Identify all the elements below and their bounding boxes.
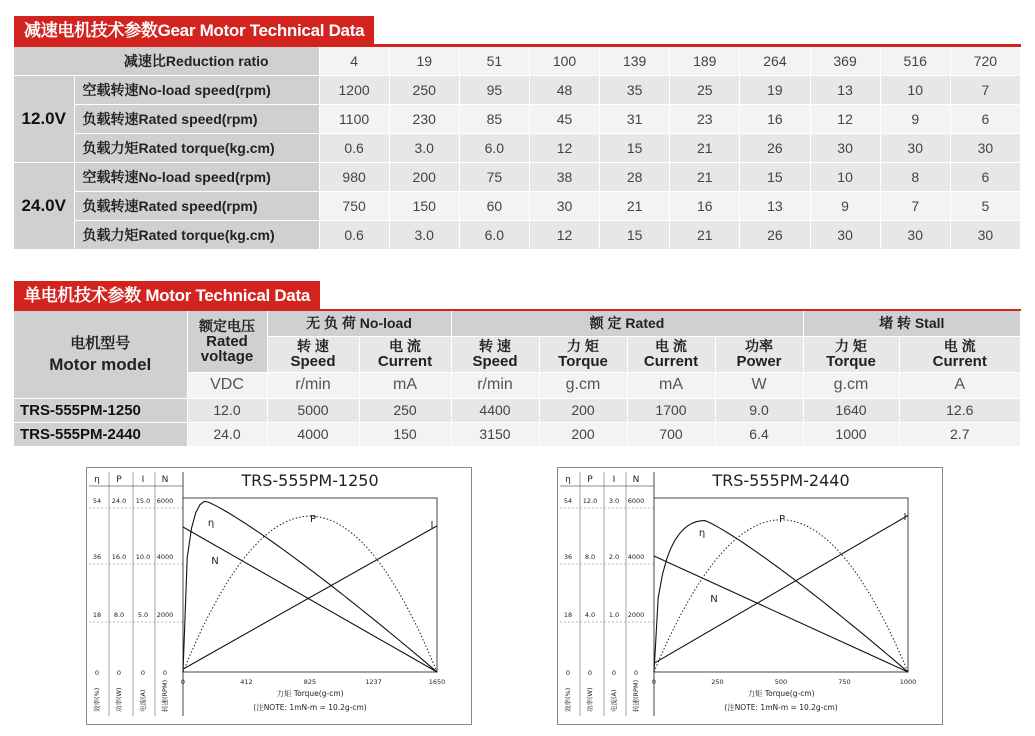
table-cell: 60 <box>459 192 529 221</box>
table-cell: 12 <box>529 221 599 250</box>
table-cell: 4400 <box>451 398 539 422</box>
table-cell: 30 <box>950 221 1020 250</box>
table-cell: 1000 <box>803 422 899 446</box>
table-cell: 19 <box>740 76 810 105</box>
table-cell: 230 <box>389 105 459 134</box>
unit-cell: r/min <box>267 372 359 398</box>
x-tick-label: 250 <box>711 678 724 686</box>
scale-value: 2000 <box>627 611 645 619</box>
gear-table <box>14 47 1021 250</box>
sub-header <box>627 336 715 372</box>
unit-cell: mA <box>359 372 451 398</box>
table-cell: 35 <box>600 76 670 105</box>
scale-value: 0 <box>565 669 571 677</box>
current-curve <box>654 515 908 663</box>
scale-value: 0 <box>94 669 100 677</box>
sub-header-en: Torque <box>826 353 876 370</box>
table-cell: 200 <box>389 163 459 192</box>
sub-header-en: Current <box>377 353 433 370</box>
row-label: 空载转速No-load speed(rpm) <box>74 76 319 105</box>
table-cell: 9 <box>810 192 880 221</box>
scale-value: 8.0 <box>113 611 125 619</box>
sub-header <box>715 336 803 372</box>
table-cell: 8 <box>880 163 950 192</box>
motor-header-row <box>14 311 1021 336</box>
table-cell: 6.0 <box>459 134 529 163</box>
gear-data-row <box>14 105 1021 134</box>
x-tick-label: 500 <box>774 678 788 686</box>
table-cell: 1200 <box>319 76 389 105</box>
table-cell: 200 <box>539 398 627 422</box>
sub-header-en: Speed <box>472 353 518 370</box>
speed-curve <box>654 556 908 672</box>
speed-curve-label: N <box>710 594 718 605</box>
table-cell: 150 <box>359 422 451 446</box>
current-curve-label: I <box>903 512 907 523</box>
scale-value: 18 <box>92 611 102 619</box>
scale-value: 0 <box>587 669 593 677</box>
scale-value: 4000 <box>627 553 645 561</box>
sub-header-en: Torque <box>558 353 608 370</box>
row-label: 负载转速Rated speed(rpm) <box>74 105 319 134</box>
current-curve <box>183 526 437 669</box>
table-cell: 38 <box>529 163 599 192</box>
sub-header-cn: 功率 <box>745 338 773 354</box>
ratio-cell: 4 <box>319 47 389 76</box>
sub-header <box>359 336 451 372</box>
current-curve-label: I <box>430 520 434 531</box>
sub-header-cn: 电 流 <box>389 338 421 354</box>
eff-curve-label: η <box>207 518 215 529</box>
table-cell: 12.6 <box>899 398 1021 422</box>
scale-value: 4.0 <box>584 611 596 619</box>
scale-value: 12.0 <box>582 497 598 505</box>
x-tick-label: 0 <box>651 678 657 686</box>
x-tick-label: 750 <box>838 678 851 686</box>
table-cell: 700 <box>627 422 715 446</box>
scale-value: 2.0 <box>608 553 620 561</box>
scale-value: 1.0 <box>608 611 620 619</box>
vertical-axis-label: 电流(A) <box>610 689 618 712</box>
sub-header-cn: 力 矩 <box>835 338 867 354</box>
scale-column-head: I <box>141 475 145 485</box>
noload-header: 无 负 荷 No-load <box>267 311 451 336</box>
ratio-row <box>14 47 1021 76</box>
scale-column-head: P <box>116 475 122 485</box>
performance-chart-2440 <box>557 467 943 725</box>
table-cell: 6 <box>950 105 1020 134</box>
performance-chart-1250 <box>86 467 472 725</box>
table-cell: 7 <box>950 76 1020 105</box>
table-cell: 23 <box>670 105 740 134</box>
table-cell: 95 <box>459 76 529 105</box>
scale-value: 0 <box>116 669 122 677</box>
table-cell: 0.6 <box>319 221 389 250</box>
table-cell: 30 <box>880 134 950 163</box>
vertical-axis-label: 电流(A) <box>139 689 147 712</box>
scale-column-head: P <box>587 475 593 485</box>
scale-value: 54 <box>563 497 573 505</box>
sub-header-cn: 电 流 <box>943 338 976 354</box>
row-label: 负载转速Rated speed(rpm) <box>74 192 319 221</box>
table-cell: 250 <box>359 398 451 422</box>
sub-header-en: Current <box>643 353 699 370</box>
vertical-axis-label: 功率(W) <box>115 687 123 712</box>
ratio-cell: 139 <box>600 47 670 76</box>
sub-header-cn: 转 速 <box>297 338 329 354</box>
table-cell: 15 <box>600 221 670 250</box>
table-cell: 980 <box>319 163 389 192</box>
scale-value: 5.0 <box>137 611 149 619</box>
scale-value: 10.0 <box>135 553 151 561</box>
x-tick-label: 0 <box>180 678 186 686</box>
scale-value: 54 <box>92 497 102 505</box>
power-curve-label: P <box>778 514 786 525</box>
scale-value: 8.0 <box>584 553 596 561</box>
rated-header: 额 定 Rated <box>451 311 803 336</box>
ratio-cell: 189 <box>670 47 740 76</box>
vertical-axis-label: 功率(W) <box>586 687 594 712</box>
sub-header-en: Power <box>736 353 782 370</box>
scale-value: 6000 <box>627 497 645 505</box>
scale-column-head: I <box>612 475 616 485</box>
rated-voltage-header <box>187 311 267 372</box>
table-cell: 6.4 <box>715 422 803 446</box>
table-cell: 750 <box>319 192 389 221</box>
table-cell: 16 <box>670 192 740 221</box>
scale-value: 3.0 <box>608 497 620 505</box>
ratio-cell: 369 <box>810 47 880 76</box>
scale-value: 36 <box>92 553 102 561</box>
model-name: TRS-555PM-1250 <box>14 398 187 422</box>
table-cell: 21 <box>670 163 740 192</box>
sub-header <box>803 336 899 372</box>
motor-section-title: 单电机技术参数 Motor Technical Data <box>14 281 320 311</box>
table-cell: 30 <box>529 192 599 221</box>
sub-header-en: Speed <box>290 353 336 370</box>
ratio-cell: 264 <box>740 47 810 76</box>
scale-column-head: η <box>565 475 571 485</box>
scale-value: 0 <box>140 669 146 677</box>
x-tick-label: 412 <box>240 678 253 686</box>
table-cell: 12 <box>529 134 599 163</box>
table-cell: 21 <box>600 192 670 221</box>
table-cell: 12.0 <box>187 398 267 422</box>
gear-data-row <box>14 192 1021 221</box>
power-curve-label: P <box>309 514 317 525</box>
table-cell: 48 <box>529 76 599 105</box>
unit-cell: g.cm <box>539 372 627 398</box>
x-axis-label: 力矩 Torque(g-cm) <box>747 689 815 698</box>
sub-header <box>451 336 539 372</box>
gear-data-row <box>14 134 1021 163</box>
table-cell: 10 <box>880 76 950 105</box>
chart-note: (注NOTE: 1mN-m = 10.2g-cm) <box>253 703 367 712</box>
unit-cell: W <box>715 372 803 398</box>
table-cell: 21 <box>670 134 740 163</box>
x-tick-label: 825 <box>303 678 317 686</box>
table-cell: 28 <box>600 163 670 192</box>
scale-value: 24.0 <box>111 497 127 505</box>
table-cell: 200 <box>539 422 627 446</box>
table-cell: 5000 <box>267 398 359 422</box>
speed-curve-label: N <box>211 556 219 567</box>
table-cell: 21 <box>670 221 740 250</box>
scale-value: 16.0 <box>111 553 127 561</box>
x-axis-label: 力矩 Torque(g-cm) <box>276 689 344 698</box>
chart-title: TRS-555PM-2440 <box>712 471 850 490</box>
stall-header: 堵 转 Stall <box>803 311 1021 336</box>
ratio-cell: 100 <box>529 47 599 76</box>
scale-column-head: N <box>161 475 169 485</box>
gear-section-title: 减速电机技术参数Gear Motor Technical Data <box>14 16 374 46</box>
chart-svg <box>558 468 942 724</box>
unit-cell: VDC <box>187 372 267 398</box>
table-cell: 9.0 <box>715 398 803 422</box>
chart-title: TRS-555PM-1250 <box>241 471 379 490</box>
chart-note: (注NOTE: 1mN-m = 10.2g-cm) <box>724 703 838 712</box>
table-cell: 1100 <box>319 105 389 134</box>
table-cell: 3.0 <box>389 134 459 163</box>
table-cell: 1700 <box>627 398 715 422</box>
sub-header-cn: 转 速 <box>479 338 511 354</box>
rated-voltage-en1: Rated <box>206 332 248 350</box>
unit-cell: g.cm <box>803 372 899 398</box>
table-cell: 10 <box>810 163 880 192</box>
scale-value: 15.0 <box>135 497 151 505</box>
table-cell: 3.0 <box>389 221 459 250</box>
table-cell: 6.0 <box>459 221 529 250</box>
chart-svg <box>87 468 471 724</box>
table-cell: 13 <box>740 192 810 221</box>
motor-data-row <box>14 398 1021 422</box>
ratio-cell: 720 <box>950 47 1020 76</box>
model-label-cn: 电机型号 <box>70 335 131 353</box>
scale-value: 0 <box>162 669 168 677</box>
model-header <box>14 311 187 398</box>
gear-data-row <box>14 76 1021 105</box>
rated-voltage-cn: 额定电压 <box>199 317 255 334</box>
model-name: TRS-555PM-2440 <box>14 422 187 446</box>
table-cell: 85 <box>459 105 529 134</box>
sub-header <box>267 336 359 372</box>
table-cell: 45 <box>529 105 599 134</box>
scale-value: 4000 <box>156 553 174 561</box>
efficiency-curve <box>183 502 437 673</box>
row-label: 负载力矩Rated torque(kg.cm) <box>74 134 319 163</box>
scale-column-head: η <box>94 475 100 485</box>
unit-cell: A <box>899 372 1021 398</box>
rated-voltage-en2: voltage <box>200 347 254 365</box>
table-cell: 15 <box>740 163 810 192</box>
vertical-axis-label: 效率(%) <box>564 687 572 712</box>
table-cell: 3150 <box>451 422 539 446</box>
vertical-axis-label: 转速(RPM) <box>161 679 169 712</box>
ratio-cell: 516 <box>880 47 950 76</box>
table-cell: 4000 <box>267 422 359 446</box>
scale-value: 2000 <box>156 611 174 619</box>
table-cell: 13 <box>810 76 880 105</box>
x-tick-label: 1650 <box>428 678 446 686</box>
table-cell: 250 <box>389 76 459 105</box>
speed-curve <box>183 527 437 672</box>
table-cell: 15 <box>600 134 670 163</box>
table-cell: 26 <box>740 221 810 250</box>
table-cell: 30 <box>950 134 1020 163</box>
table-cell: 1640 <box>803 398 899 422</box>
table-cell: 30 <box>880 221 950 250</box>
gear-data-row <box>14 163 1021 192</box>
ratio-cell: 19 <box>389 47 459 76</box>
scale-value: 36 <box>563 553 573 561</box>
efficiency-curve <box>654 521 908 672</box>
voltage-label: 12.0V <box>14 76 74 163</box>
x-tick-label: 1000 <box>899 678 917 686</box>
table-cell: 5 <box>950 192 1020 221</box>
unit-cell: r/min <box>451 372 539 398</box>
power-curve <box>654 520 908 672</box>
sub-header-cn: 力 矩 <box>567 338 599 354</box>
voltage-label: 24.0V <box>14 163 74 250</box>
table-cell: 0.6 <box>319 134 389 163</box>
table-cell: 6 <box>950 163 1020 192</box>
scale-value: 18 <box>563 611 573 619</box>
table-cell: 16 <box>740 105 810 134</box>
eff-curve-label: η <box>698 528 706 539</box>
model-label-en: Motor model <box>49 355 152 375</box>
sub-header <box>899 336 1021 372</box>
scale-column-head: N <box>632 475 640 485</box>
scale-value: 0 <box>633 669 639 677</box>
table-cell: 30 <box>810 134 880 163</box>
table-cell: 150 <box>389 192 459 221</box>
motor-table <box>14 311 1021 447</box>
table-cell: 9 <box>880 105 950 134</box>
sub-header-en: Current <box>932 353 987 370</box>
ratio-cell: 51 <box>459 47 529 76</box>
ratio-label: 减速比Reduction ratio <box>14 47 319 76</box>
gear-data-row <box>14 221 1021 250</box>
table-cell: 12 <box>810 105 880 134</box>
row-label: 负载力矩Rated torque(kg.cm) <box>74 221 319 250</box>
x-tick-label: 1237 <box>365 678 382 686</box>
table-cell: 75 <box>459 163 529 192</box>
sub-header-cn: 电 流 <box>655 338 687 354</box>
table-cell: 24.0 <box>187 422 267 446</box>
motor-data-row <box>14 422 1021 446</box>
power-curve <box>183 516 437 672</box>
table-cell: 26 <box>740 134 810 163</box>
row-label: 空载转速No-load speed(rpm) <box>74 163 319 192</box>
sub-header <box>539 336 627 372</box>
table-cell: 2.7 <box>899 422 1021 446</box>
scale-value: 6000 <box>156 497 174 505</box>
vertical-axis-label: 效率(%) <box>93 687 101 712</box>
table-cell: 7 <box>880 192 950 221</box>
scale-value: 0 <box>611 669 617 677</box>
unit-cell: mA <box>627 372 715 398</box>
vertical-axis-label: 转速(RPM) <box>632 679 640 712</box>
table-cell: 25 <box>670 76 740 105</box>
table-cell: 30 <box>810 221 880 250</box>
table-cell: 31 <box>600 105 670 134</box>
